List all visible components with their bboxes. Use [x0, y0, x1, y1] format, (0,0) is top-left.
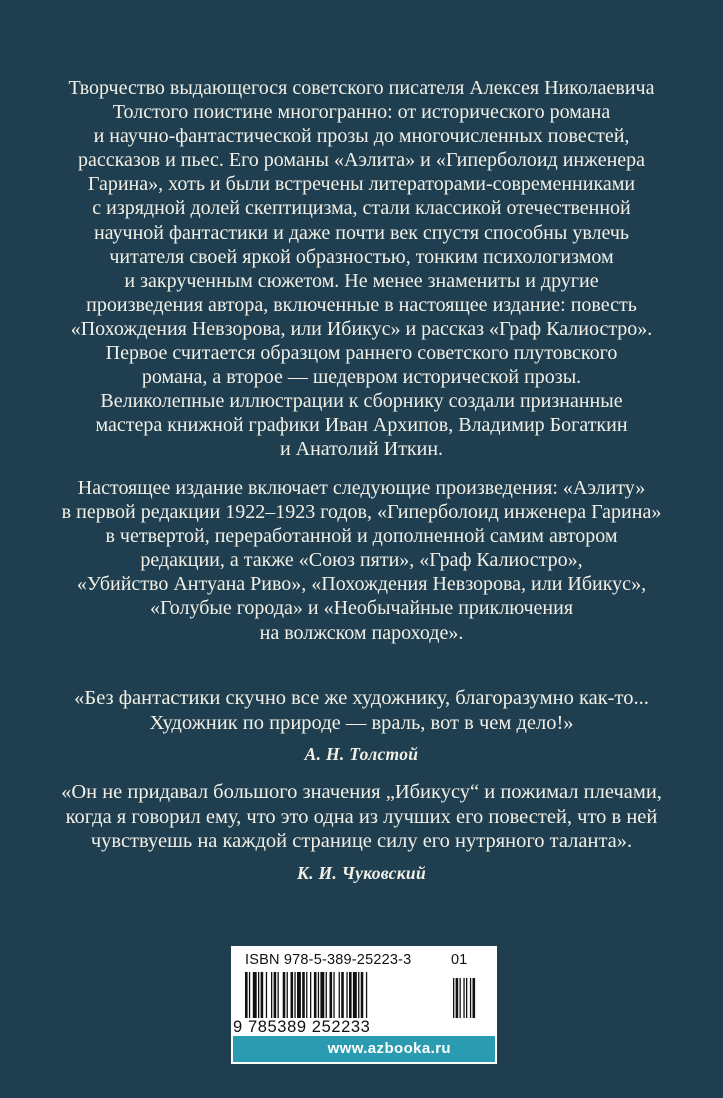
quote-line: «Без фантастики скучно все же художнику, благоразумно как-то... — [74, 687, 649, 709]
description-line: и закрученным сюжетом. Не менее знамениты и другие — [124, 269, 599, 292]
description-line: читателя своей яркой образностью, тонким психологизмом — [109, 245, 614, 268]
description-line: Гарина», хоть и были встречены литераторами-современниками — [87, 173, 636, 196]
description-line: с изрядной долей скептицизма, стали классикой отечественной — [92, 197, 631, 220]
description-line: рассказов и пьес. Его романы «Аэлита» и «Гиперболоид инженера — [77, 149, 646, 172]
description-line: романа, а второе — шедевром исторической прозы. — [141, 366, 582, 389]
contents-line: в четвертой, переработанной и дополненной самим автором — [105, 525, 618, 548]
description-line: и научно-фантастической прозы до многочисленных повестей, — [93, 125, 630, 148]
quote-line: Художник по природе — враль, вот в чем дело!» — [149, 711, 574, 734]
quote-author: А. Н. Толстой — [304, 744, 419, 764]
barcode-bars — [243, 972, 485, 1022]
isbn-addon: 01 — [451, 952, 468, 968]
contents-line: в первой редакции 1922–1923 годов, «Гиперболоид инженера Гарина» — [61, 501, 662, 524]
description-line: произведения автора, включенные в настоящее издание: повесть — [86, 293, 637, 316]
description-line: мастера книжной графики Иван Архипов, Владимир Богаткин — [95, 414, 628, 437]
description-line: Великолепные иллюстрации к сборнику создали признанные — [100, 390, 623, 413]
description-line: Первое считается образцом раннего советского плутовского — [105, 342, 618, 365]
quote-line: «Он не придавал большого значения „Ибикусу“ и пожимал плечами, — [61, 781, 662, 803]
contents-line: Настоящее издание включает следующие произведения: «Аэлиту» — [77, 477, 646, 499]
barcode-digits: 9 785389 252233 — [233, 1018, 371, 1036]
description-paragraph — [40, 76, 683, 462]
quote-line: когда я говорил ему, что это одна из лучших его повестей, что в ней — [65, 805, 658, 828]
contents-line: «Убийство Антуана Риво», «Похождения Невзорова, или Ибикус», — [76, 573, 647, 596]
publisher-url: www.azbooka.ru — [233, 1036, 495, 1062]
description-line: «Похождения Невзорова, или Ибикус» и рассказ «Граф Калиостро». — [70, 317, 653, 340]
contents-line: редакции, а также «Союз пяти», «Граф Калиостро», — [140, 549, 583, 572]
quote-author: К. И. Чуковский — [297, 862, 426, 883]
contents-line: на волжском пароходе». — [259, 621, 464, 644]
isbn-barcode — [231, 946, 497, 1064]
contents-paragraph — [40, 476, 683, 645]
tolstoy-quote — [30, 686, 693, 767]
description-line: Творчество выдающегося советского писателя Алексея Николаевича — [68, 77, 655, 99]
description-line: и Анатолий Иткин. — [279, 438, 444, 461]
chukovsky-quote — [30, 780, 693, 885]
isbn-label: ISBN 978-5-389-25223-3 — [245, 952, 412, 968]
description-line: научной фантастики и даже почти век спустя способны увлечь — [93, 221, 630, 244]
description-line: Толстого поистине многогранно: от исторического романа — [112, 101, 611, 124]
quote-line: чувствуешь на каждой странице силу его нутряного таланта». — [90, 830, 633, 852]
contents-line: «Голубые города» и «Необычайные приключения — [149, 597, 574, 620]
